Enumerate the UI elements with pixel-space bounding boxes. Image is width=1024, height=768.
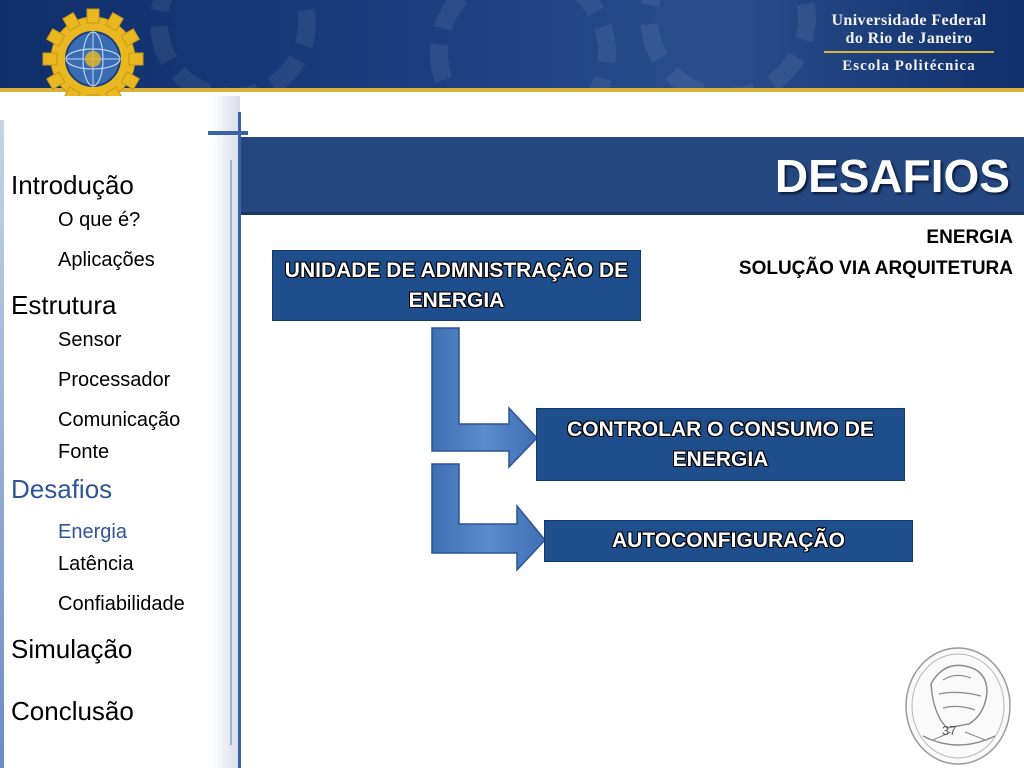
nav-subitem-energia[interactable]: Energia (58, 521, 127, 543)
nav-item-desafios[interactable]: Desafios (11, 474, 113, 504)
slide-title: DESAFIOS (774, 150, 1010, 202)
nav-subitem-confiabilidade[interactable]: Confiabilidade (58, 593, 185, 615)
nav-subitem-latencia[interactable]: Latência (58, 553, 134, 575)
nav-item-introducao[interactable]: Introdução (11, 170, 134, 200)
ufrj-seal (903, 644, 1013, 768)
nav-subitem-aplicacoes[interactable]: Aplicações (58, 249, 155, 271)
nav-subitem-fonte[interactable]: Fonte (58, 441, 110, 463)
nav-item-estrutura[interactable]: Estrutura (11, 290, 117, 320)
nav-subitem-sensor[interactable]: Sensor (58, 329, 122, 351)
box-controlar-consumo: CONTROLAR O CONSUMO DE ENERGIA (536, 408, 905, 481)
nav-subitem-o-que-e[interactable]: O que é? (58, 209, 141, 231)
school-name: Escola Politécnica (842, 58, 976, 74)
nav-subitem-processador[interactable]: Processador (58, 369, 171, 391)
page-number: 37 (942, 723, 957, 738)
nav-subitem-comunicacao[interactable]: Comunicação (58, 409, 181, 431)
box-unidade-administracao: UNIDADE DE ADMNISTRAÇÃO DE ENERGIA (272, 250, 641, 321)
university-line2: do Rio de Janeiro (845, 30, 973, 47)
box-autoconfiguracao: AUTOCONFIGURAÇÃO (544, 520, 913, 562)
university-line1: Universidade Federal (831, 12, 987, 29)
arrow-to-control (432, 328, 537, 467)
subtitle-solucao: SOLUÇÃO VIA ARQUITETURA (738, 258, 1013, 279)
arrow-to-autoconfig (432, 464, 545, 570)
nav-item-simulacao[interactable]: Simulação (11, 634, 133, 664)
subtitle-energia: ENERGIA (926, 227, 1013, 248)
nav-item-conclusao[interactable]: Conclusão (11, 696, 134, 726)
